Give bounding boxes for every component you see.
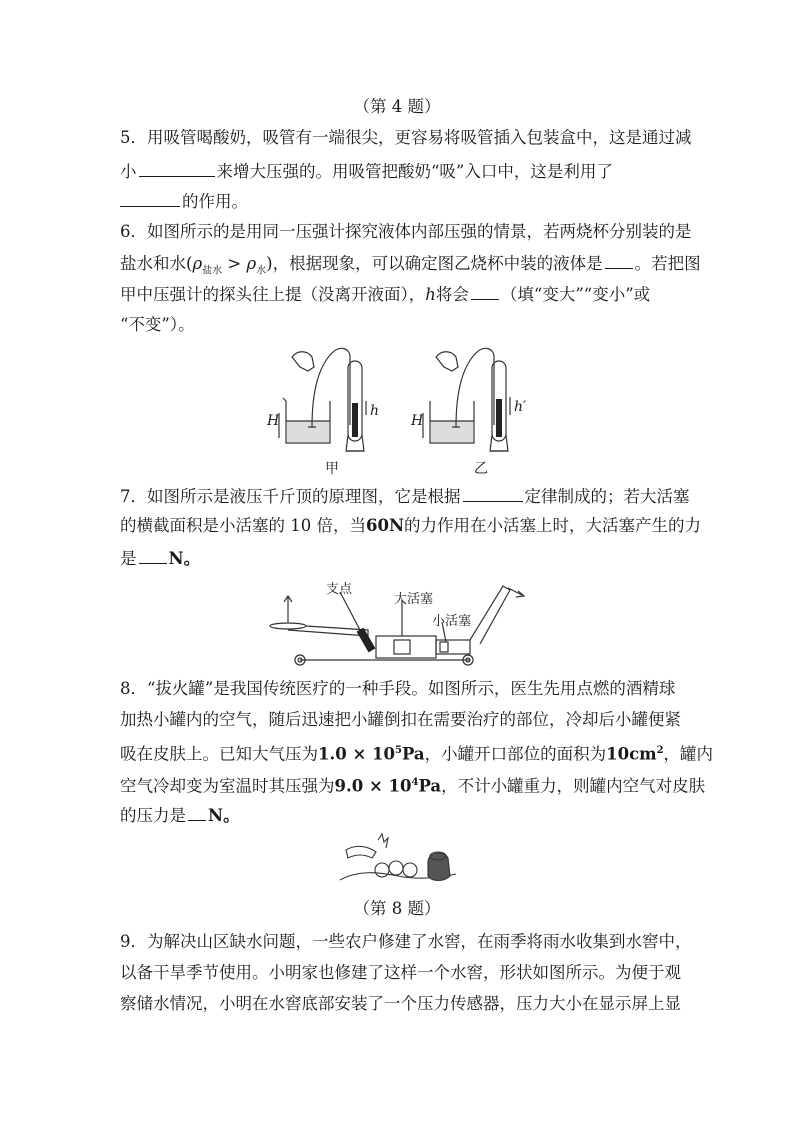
answer-blank-q7-2[interactable] — [139, 547, 167, 564]
h-symbol: h — [425, 285, 436, 304]
q5-text: 来增大压强的。用吸管把酸奶“吸”入口中，这是利用了 — [216, 162, 613, 181]
label-big-piston: 大活塞 — [394, 592, 434, 607]
q5-text: 的作用。 — [182, 192, 248, 211]
unit: Pa — [418, 776, 442, 796]
label-H-right: H — [411, 413, 424, 429]
q7-text: N。 — [168, 549, 201, 568]
answer-blank-q5-1[interactable] — [139, 160, 215, 177]
force-value: 60N — [366, 516, 405, 535]
q9-line-3: 察储水情况，小明在水窖底部安装了一个压力传感器，压力大小在显示屏上显 — [120, 994, 681, 1013]
q8-text: 空气冷却变为室温时其压强为 — [120, 776, 335, 796]
q6-line-1: 6．如图所示的是用同一压强计探究液体内部压强的情景，若两烧杯分别装的是 — [120, 222, 692, 241]
figure-label-jia: 甲 — [325, 461, 339, 477]
q5-text: 小 — [120, 162, 137, 181]
q6-text: > — [222, 254, 247, 273]
q8-line-3 — [120, 741, 713, 765]
q7-text: 是 — [120, 549, 137, 568]
pressure-gauge-diagram — [262, 343, 542, 458]
rho-subscript: 盐水 — [202, 265, 223, 277]
q7-text: 的横截面积是小活塞的 10 倍，当 — [120, 516, 366, 535]
q6-line-4: “不变”）。 — [120, 315, 195, 334]
q5-line-2 — [120, 160, 613, 182]
q8-line-4 — [120, 773, 705, 797]
answer-blank-q6-2[interactable] — [471, 283, 499, 300]
q8-text: ，罐内 — [663, 744, 714, 764]
q7-text: 定律制成的；若大活塞 — [524, 487, 690, 506]
q8-text: N。 — [208, 806, 240, 825]
q8-line-5 — [120, 804, 240, 826]
q8-text: ，不计小罐重力，则罐内空气对皮肤 — [441, 776, 706, 796]
exponent: 5 — [394, 745, 402, 756]
figure-caption-q4: （第 4 题） — [353, 97, 441, 116]
q5-line-1: 5．用吸管喝酸奶，吸管有一端很尖，更容易将吸管插入包装盒中，这是通过减 — [120, 128, 692, 147]
answer-blank-q5-2[interactable] — [120, 190, 180, 207]
unit: Pa — [401, 744, 425, 764]
q8-text: 的压力是 — [120, 806, 186, 825]
q7-text: 的力作用在小活塞上时，大活塞产生的力 — [404, 516, 702, 535]
q7-line-1 — [120, 485, 690, 507]
q6-line-3 — [120, 283, 650, 305]
label-H-left: H — [267, 413, 280, 429]
exponent: 2 — [656, 745, 664, 756]
q6-text: 甲中压强计的探头往上提（没离开液面）， — [120, 285, 426, 304]
q9-line-1: 9．为解决山区缺水问题，一些农户修建了水窖，在雨季将雨水收集到水窖中， — [120, 932, 692, 951]
answer-blank-q8[interactable] — [188, 804, 206, 821]
q7-text: 7．如图所示是液压千斤顶的原理图，它是根据 — [120, 487, 461, 506]
atm-pressure-value: 1.0 × 10 — [318, 744, 395, 764]
rho-subscript: 水 — [256, 265, 267, 277]
q6-text: （填“变大”“变小”或 — [500, 285, 651, 304]
area-value: 10cm — [606, 744, 657, 764]
q6-text: )，根据现象，可以确定图乙烧杯中装的液体是 — [266, 254, 603, 273]
label-small-piston: 小活塞 — [432, 614, 472, 629]
q7-line-2 — [120, 516, 701, 536]
inner-pressure-value: 9.0 × 10 — [334, 776, 412, 796]
q6-text: 。若把图 — [634, 254, 701, 273]
q8-line-2: 加热小罐内的空气，随后迅速把小罐倒扣在需要治疗的部位，冷却后小罐便紧 — [120, 710, 681, 729]
q6-text: 盐水和水( — [120, 254, 193, 273]
exponent: 4 — [411, 777, 419, 788]
rho-symbol: ρ — [246, 254, 257, 273]
q8-text: 吸在皮肤上。已知大气压为 — [120, 744, 318, 764]
cupping-diagram — [338, 832, 458, 894]
pressure-gauge-figure — [262, 343, 542, 458]
hydraulic-jack-figure — [268, 578, 528, 670]
q7-line-3 — [120, 547, 200, 569]
q6-text: 将会 — [435, 285, 469, 304]
figure-caption-q8: （第 8 题） — [353, 899, 441, 918]
label-h: h — [370, 403, 380, 419]
q5-line-3 — [120, 190, 248, 212]
answer-blank-q7-1[interactable] — [463, 485, 523, 502]
q8-line-1: 8．“拔火罐”是我国传统医疗的一种手段。如图所示，医生先用点燃的酒精球 — [120, 679, 676, 698]
answer-blank-q6-1[interactable] — [605, 252, 633, 269]
figure-label-yi: 乙 — [474, 461, 488, 477]
label-fulcrum: 支点 — [326, 582, 353, 597]
q9-line-2: 以备干旱季节使用。小明家也修建了这样一个水窖，形状如图所示。为便于观 — [120, 963, 681, 982]
q8-text: ，小罐开口部位的面积为 — [424, 744, 607, 764]
label-h-prime: h′ — [514, 399, 527, 415]
cupping-figure — [338, 832, 458, 894]
q6-line-2 — [120, 252, 701, 281]
rho-symbol: ρ — [192, 254, 203, 273]
